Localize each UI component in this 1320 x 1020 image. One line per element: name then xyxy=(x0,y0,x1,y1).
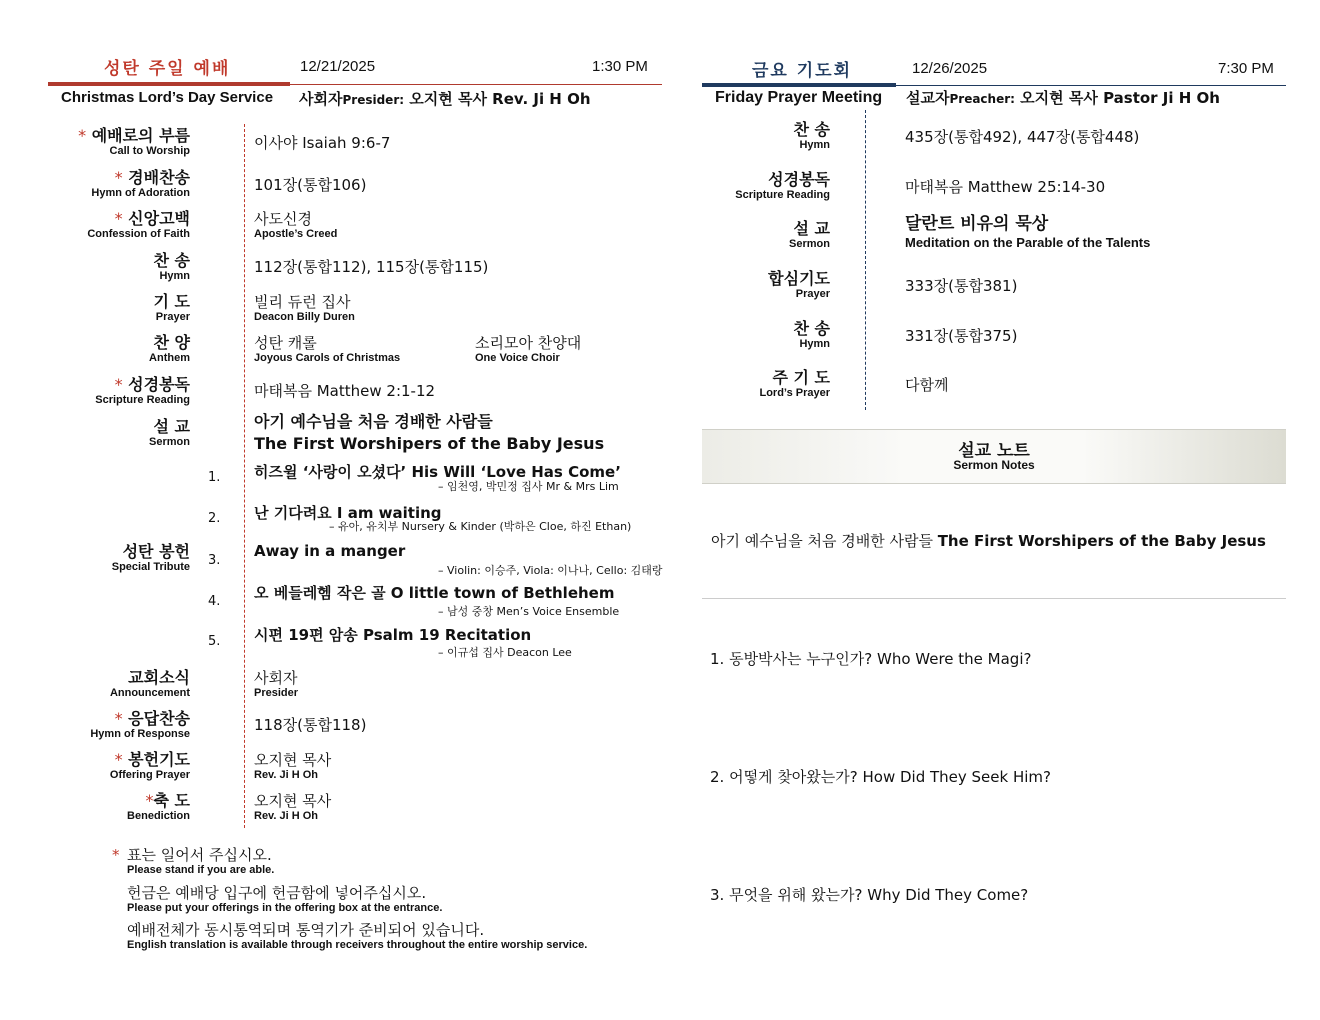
sermon-question: 2. 어떻게 찾아왔는가? How Did They Seek Him? xyxy=(710,768,1051,786)
order-value-sermon: 아기 예수님을 처음 경배한 사람들 The First Worshipers of the Baby Jesus xyxy=(254,412,605,453)
prayer-label-hymn-2: 찬 송 Hymn xyxy=(793,319,830,350)
christmas-service-title: 성탄 주일 예배 xyxy=(104,59,231,79)
prayer-label-lords-prayer: 주 기 도 Lord’s Prayer xyxy=(759,368,830,399)
order-value-confession: 사도신경 Apostle’s Creed xyxy=(254,210,338,240)
note-stand: 표는 일어서 주십시오. Please stand if you are able. xyxy=(127,846,275,876)
friday-prayer-title: 금요 기도회 xyxy=(752,61,853,81)
order-value-call-to-worship: 이사야 Isaiah 9:6-7 xyxy=(254,134,391,152)
tribute-credit: – 이규섭 집사 Deacon Lee xyxy=(438,646,572,659)
note-offering: 헌금은 예배당 입구에 헌금함에 넣어주십시오. Please put your offerings in the offering box at the entrance. xyxy=(127,884,443,914)
presider-line xyxy=(299,88,591,109)
order-value-hymn-adoration: 101장(통합106) xyxy=(254,176,367,194)
order-label-hymn-adoration: * 경배찬송 Hymn of Adoration xyxy=(91,168,190,199)
order-value-benediction: 오지현 목사 Rev. Ji H Oh xyxy=(254,792,332,822)
tribute-number: 1. xyxy=(208,470,221,485)
sermon-notes-topic: 아기 예수님을 처음 경배한 사람들 The First Worshipers of the Baby Jesus xyxy=(711,532,1266,550)
order-value-prayer: 빌리 듀런 집사 Deacon Billy Duren xyxy=(254,293,355,323)
prayer-value-sermon: 달란트 비유의 묵상 Meditation on the Parable of the Talents xyxy=(905,214,1151,250)
tribute-title: 시편 19편 암송 Psalm 19 Recitation xyxy=(254,626,532,644)
order-value-offering-prayer: 오지현 목사 Rev. Ji H Oh xyxy=(254,751,332,781)
prayer-value-lords-prayer: 다함께 xyxy=(905,376,949,394)
prayer-label-scripture: 성경봉독 Scripture Reading xyxy=(735,170,830,201)
order-label-prayer: 기 도 Prayer xyxy=(153,292,190,323)
header-rule xyxy=(290,84,662,85)
stand-star: * xyxy=(112,846,120,864)
title-underline xyxy=(702,83,896,87)
prayer-time: 7:30 PM xyxy=(1218,60,1274,77)
order-label-confession: * 신앙고백 Confession of Faith xyxy=(87,209,190,240)
prayer-value-hymn: 435장(통합492), 447장(통합448) xyxy=(905,128,1140,146)
prayer-divider xyxy=(865,110,866,410)
prayer-value-hymn-2: 331장(통합375) xyxy=(905,327,1018,345)
sermon-notes-subtitle: Sermon Notes xyxy=(953,458,1035,472)
tribute-title: Away in a manger xyxy=(254,542,406,560)
prayer-label-prayer: 합심기도 Prayer xyxy=(768,269,830,300)
service-date: 12/21/2025 xyxy=(300,58,376,75)
tribute-credit: – Violin: 이승주, Viola: 이나나, Cello: 김태랑 xyxy=(438,564,663,577)
tribute-number: 2. xyxy=(208,511,221,526)
prayer-value-scripture: 마태복음 Matthew 25:14-30 xyxy=(905,178,1106,196)
order-label-announcement: 교회소식 Announcement xyxy=(109,668,190,699)
service-time: 1:30 PM xyxy=(592,58,648,75)
prayer-date: 12/26/2025 xyxy=(912,60,988,77)
notes-divider xyxy=(702,598,1286,599)
tribute-credit: – 유아, 유치부 Nursery & Kinder (박하은 Cloe, 하진 Ethan) xyxy=(329,520,632,533)
prayer-subtitle: Friday Prayer Meeting xyxy=(715,89,883,106)
order-label-anthem: 찬 양 Anthem xyxy=(149,333,190,364)
presider-label-en: Presider: xyxy=(342,93,405,107)
prayer-value-prayer: 333장(통합381) xyxy=(905,277,1018,295)
presider-label: 사회자 xyxy=(299,90,343,108)
order-divider xyxy=(244,124,245,828)
order-value-scripture: 마태복음 Matthew 2:1-12 xyxy=(254,382,436,400)
order-value-hymn: 112장(통합112), 115장(통합115) xyxy=(254,258,489,276)
order-value-anthem: 성탄 캐롤 Joyous Carols of Christmas xyxy=(254,334,401,364)
tribute-credit: – 임천영, 박민정 집사 Mr & Mrs Lim xyxy=(438,480,619,493)
order-label-scripture: * 성경봉독 Scripture Reading xyxy=(95,375,190,406)
order-label-offering-prayer: * 봉헌기도 Offering Prayer xyxy=(109,750,190,781)
tribute-number: 5. xyxy=(208,634,221,649)
tribute-title: 난 기다려요 I am waiting xyxy=(254,504,442,522)
prayer-label-sermon: 설 교 Sermon xyxy=(789,219,830,250)
service-subtitle: Christmas Lord’s Day Service xyxy=(61,89,274,106)
order-value-hymn-response: 118장(통합118) xyxy=(254,716,367,734)
title-underline xyxy=(48,82,290,86)
order-label-call-to-worship: * 예배로의 부름 Call to Worship xyxy=(78,126,190,157)
header-rule xyxy=(896,85,1286,86)
order-label-hymn: 찬 송 Hymn xyxy=(153,251,190,282)
note-translation: 예배전체가 동시통역되며 통역기가 준비되어 있습니다. English translation is available through receivers throughout the entire worship service. xyxy=(127,921,588,951)
tribute-title: 히즈윌 ‘사랑이 오셨다’ His Will ‘Love Has Come’ xyxy=(254,463,621,481)
preacher-line: 설교자Preacher: 오지현 목사 Pastor Ji H Oh xyxy=(906,89,1220,107)
order-label-hymn-response: * 응답찬송 Hymn of Response xyxy=(90,709,190,740)
tribute-title: 오 베들레헴 작은 골 O little town of Bethlehem xyxy=(254,584,615,602)
sermon-question: 1. 동방박사는 누구인가? Who Were the Magi? xyxy=(710,650,1032,668)
prayer-label-hymn: 찬 송 Hymn xyxy=(793,120,830,151)
order-value-anthem-choir: 소리모아 찬양대 One Voice Choir xyxy=(475,334,582,364)
tribute-number: 4. xyxy=(208,594,221,609)
tribute-number: 3. xyxy=(208,553,221,568)
order-value-announcement: 사회자 Presider xyxy=(254,669,299,699)
order-label-benediction: *축 도 Benediction xyxy=(127,791,190,822)
sermon-notes-title: 설교 노트 xyxy=(958,441,1030,461)
order-label-sermon: 설 교 Sermon xyxy=(149,417,190,448)
presider-name: 오지현 목사 Rev. Ji H Oh xyxy=(404,90,591,108)
tribute-credit: – 남성 중창 Men’s Voice Ensemble xyxy=(438,605,620,618)
order-label-special-tribute: 성탄 봉헌 Special Tribute xyxy=(111,542,190,573)
sermon-question: 3. 무엇을 위해 왔는가? Why Did They Come? xyxy=(710,886,1029,904)
